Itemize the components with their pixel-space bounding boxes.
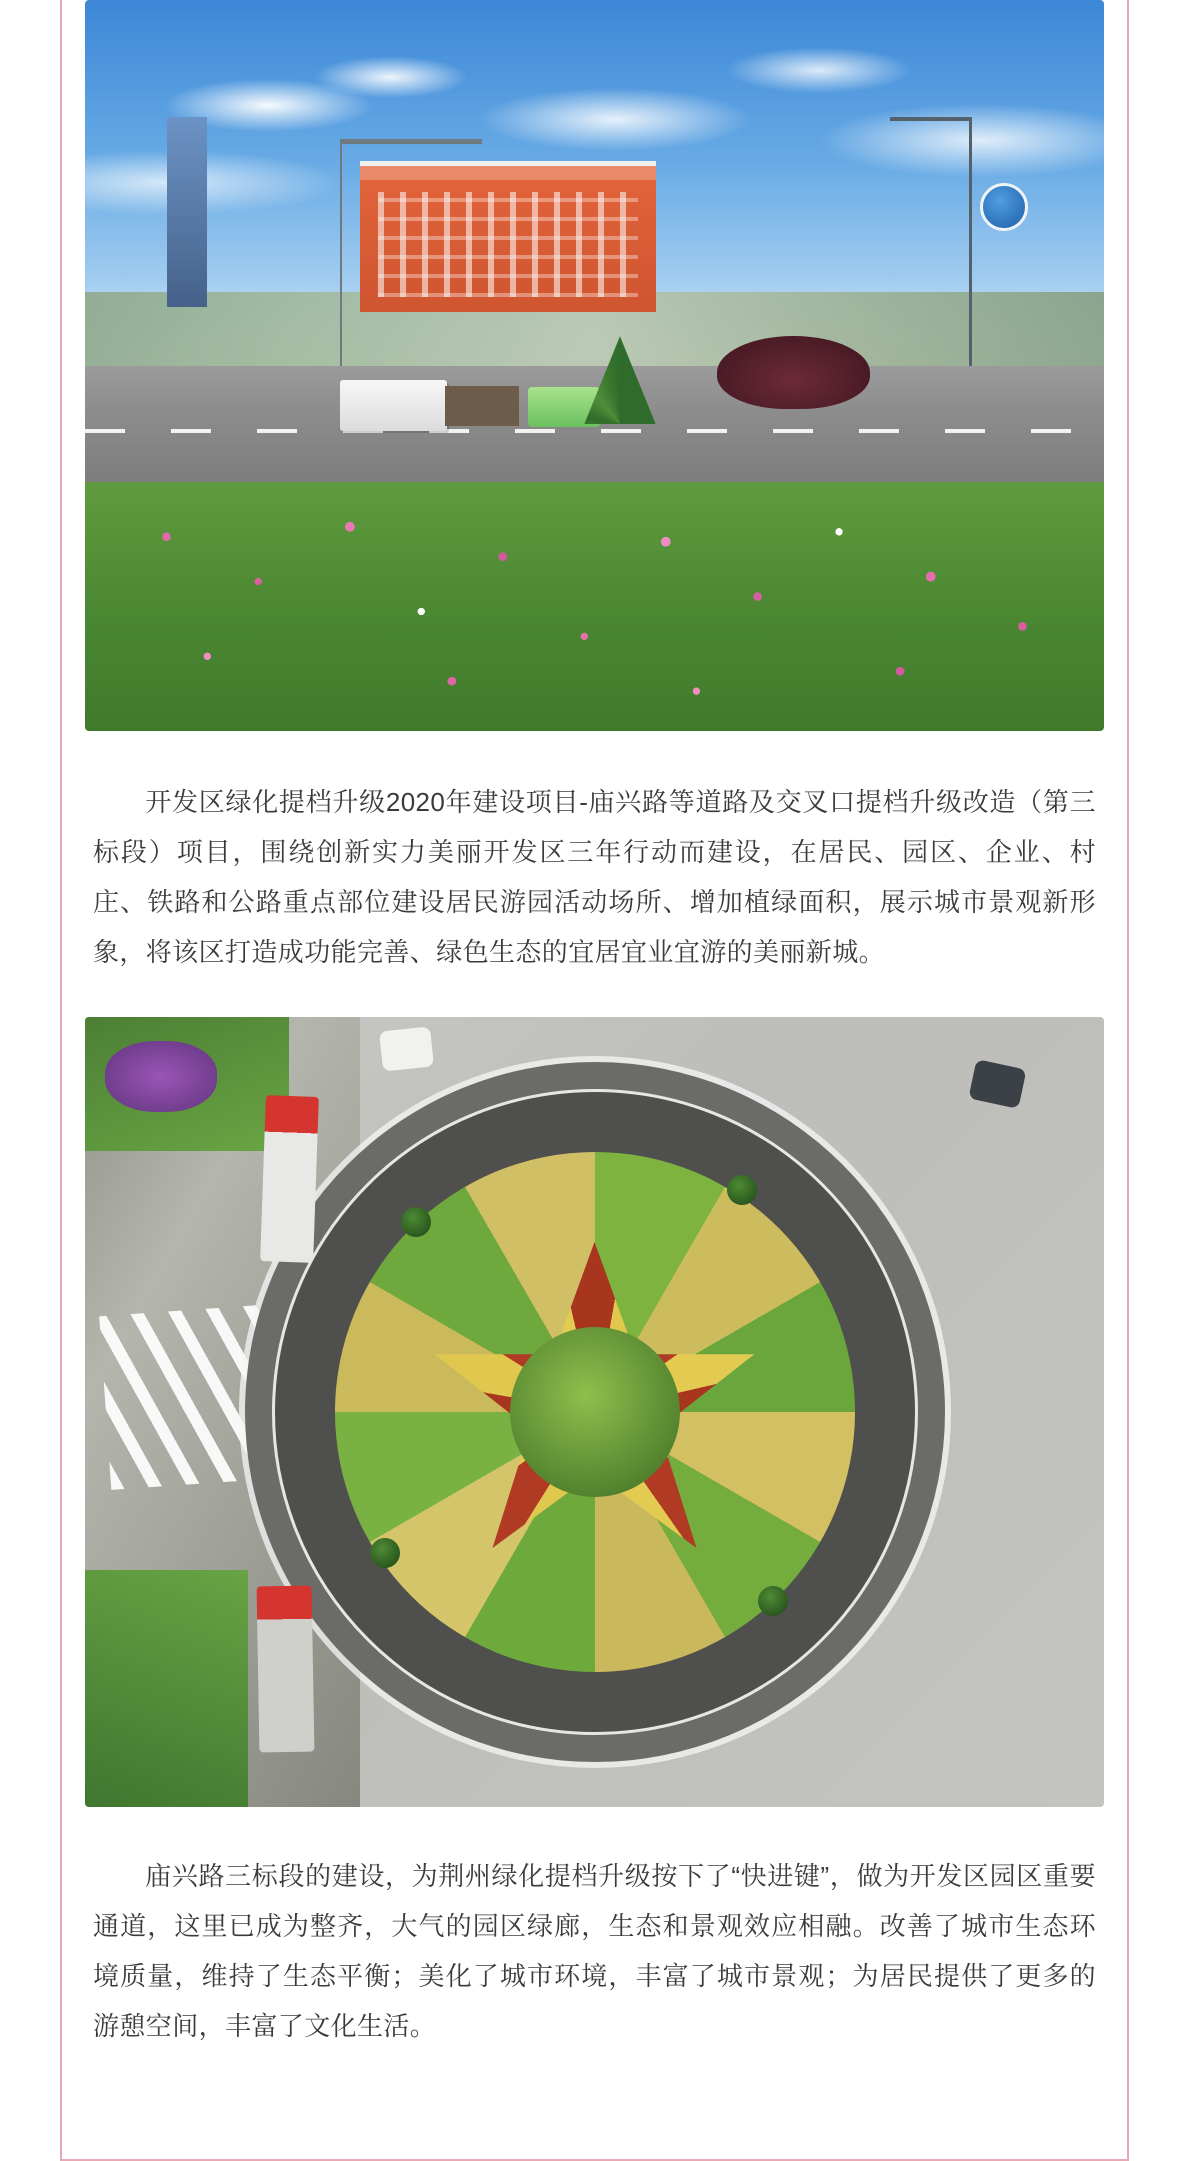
tree-icon: [727, 1175, 757, 1205]
paragraph-project-impact: [85, 1851, 1104, 2111]
traffic-sign-gantry-pole: [340, 139, 342, 380]
pink-flower-bed: [85, 482, 1104, 731]
orange-building: [360, 161, 656, 312]
bottom-left-green-area: [85, 1570, 248, 1807]
purple-flower-patch: [105, 1041, 217, 1112]
red-truck-lower: [257, 1585, 315, 1752]
paragraph-text: 庙兴路三标段的建设，为荆州绿化提档升级按下了“快进键”，做为开发区园区重要通道，这里已成为整齐，大气的园区绿廊，生态和景观效应相融。改善了城市生态环境质量，维持了生态平衡；美化了城市环境，丰富了城市景观；为居民提供了更多的游憩空间，丰富了文化生活。: [93, 1861, 1096, 2041]
dark-red-shrub: [717, 336, 870, 409]
tree-icon: [401, 1207, 431, 1237]
white-truck: [340, 380, 447, 431]
dark-car: [968, 1060, 1026, 1109]
intersection-flower-bed-photo: [85, 0, 1104, 731]
blue-round-road-sign: [980, 183, 1028, 231]
roundabout-aerial-photo: [85, 1017, 1104, 1807]
white-car: [379, 1026, 434, 1071]
traffic-sign-gantry-arm: [340, 139, 483, 144]
paragraph-project-description: [85, 777, 1104, 977]
street-lamp-pole: [969, 117, 972, 380]
red-truck-upper: [260, 1095, 319, 1263]
article-content: [85, 0, 1104, 2111]
communication-tower: [167, 117, 208, 307]
tree-icon: [758, 1586, 788, 1616]
street-lamp-arm: [890, 117, 972, 121]
paragraph-text: 开发区绿化提档升级2020年建设项目-庙兴路等道路及交叉口提档升级改造（第三标段）项目，围绕创新实力美丽开发区三年行动而建设，在居民、园区、企业、村庄、铁路和公路重点部位建设居民游园活动场所、增加植绿面积，展示城市景观新形象，将该区打造成功能完善、绿色生态的宜居宜业宜游的美丽新城。: [93, 787, 1096, 967]
island-center-circle: [510, 1327, 680, 1497]
